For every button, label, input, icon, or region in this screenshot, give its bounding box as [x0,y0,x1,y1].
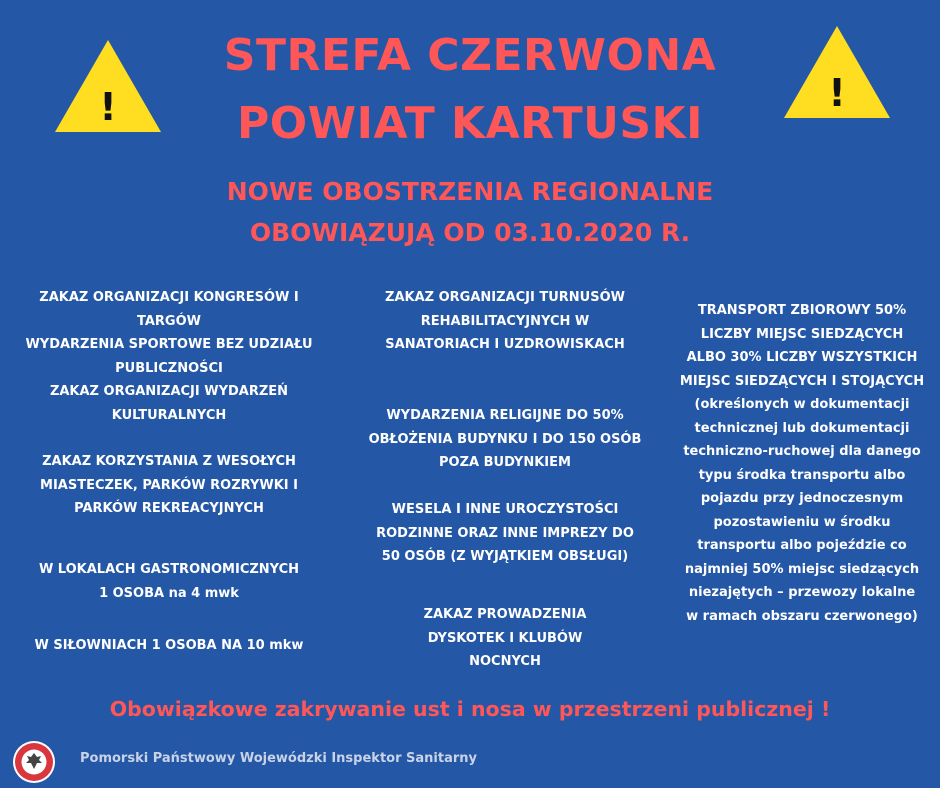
subtitle-line-2: OBOWIĄZUJĄ OD 03.10.2020 R. [249,218,691,247]
svg-text:!: ! [99,85,117,129]
svg-text:!: ! [828,71,846,115]
right-block-public-transport: TRANSPORT ZBIOROWY 50% LICZBY MIEJSC SIEDZĄCYCH ALBO 30% LICZBY WSZYSTKICH MIEJSC SIEDZĄCYCH I STOJĄCYCH (określonych w dokumentacji technicznej lub dokumentacji techniczno-ruchowej dla danego typu środka transportu albo pojazdu przy jednoczesnym pozostawieniu w środku transportu albo pojeździe co najmniej 50% miejsc siedzących niezajętych – przewozy lokalne w ramach obszaru czerwonego) [679,303,925,624]
left-block-gyms: W SIŁOWNIACH 1 OSOBA NA 10 mkw [34,638,304,653]
subtitle-line-1: NOWE OBOSTRZENIA REGIONALNE [226,177,714,206]
left-block-congresses: ZAKAZ ORGANIZACJI KONGRESÓW I TARGÓW WYDARZENIA SPORTOWE BEZ UDZIAŁU PUBLICZNOŚCI ZAKAZ ORGANIZACJI WYDARZEŃ KULTURALNYCH [25,290,313,423]
sanitary-inspection-seal-icon [12,740,56,784]
middle-block-discos: ZAKAZ PROWADZENIA DYSKOTEK I KLUBÓW NOCNYCH [423,607,587,669]
mask-requirement-note: Obowiązkowe zakrywanie ust i nosa w przestrzeni publicznej ! [109,697,831,721]
left-block-gastronomy: W LOKALACH GASTRONOMICZNYCH 1 OSOBA na 4 mwk [38,562,300,601]
middle-block-rehabilitation: ZAKAZ ORGANIZACJI TURNUSÓW REHABILITACYJNYCH W SANATORIACH I UZDROWISKACH [385,290,625,352]
title-line-2: POWIAT KARTUSKI [237,98,703,149]
title-line-1: STREFA CZERWONA [223,30,717,81]
footer-inspector-name: Pomorski Państwowy Wojewódzki Inspektor Sanitarny [80,751,477,766]
left-block-amusement-parks: ZAKAZ KORZYSTANIA Z WESOŁYCH MIASTECZEK, PARKÓW ROZRYWKI I PARKÓW REKREACYJNYCH [40,454,298,516]
middle-block-weddings: WESELA I INNE UROCZYSTOŚCI RODZINNE ORAZ INNE IMPREZY DO 50 OSÓB (Z WYJĄTKIEM OBSŁUGI) [376,502,634,564]
middle-block-religious-events: WYDARZENIA RELIGIJNE DO 50% OBŁOŻENIA BUDYNKU I DO 150 OSÓB POZA BUDYNKIEM [368,408,642,470]
